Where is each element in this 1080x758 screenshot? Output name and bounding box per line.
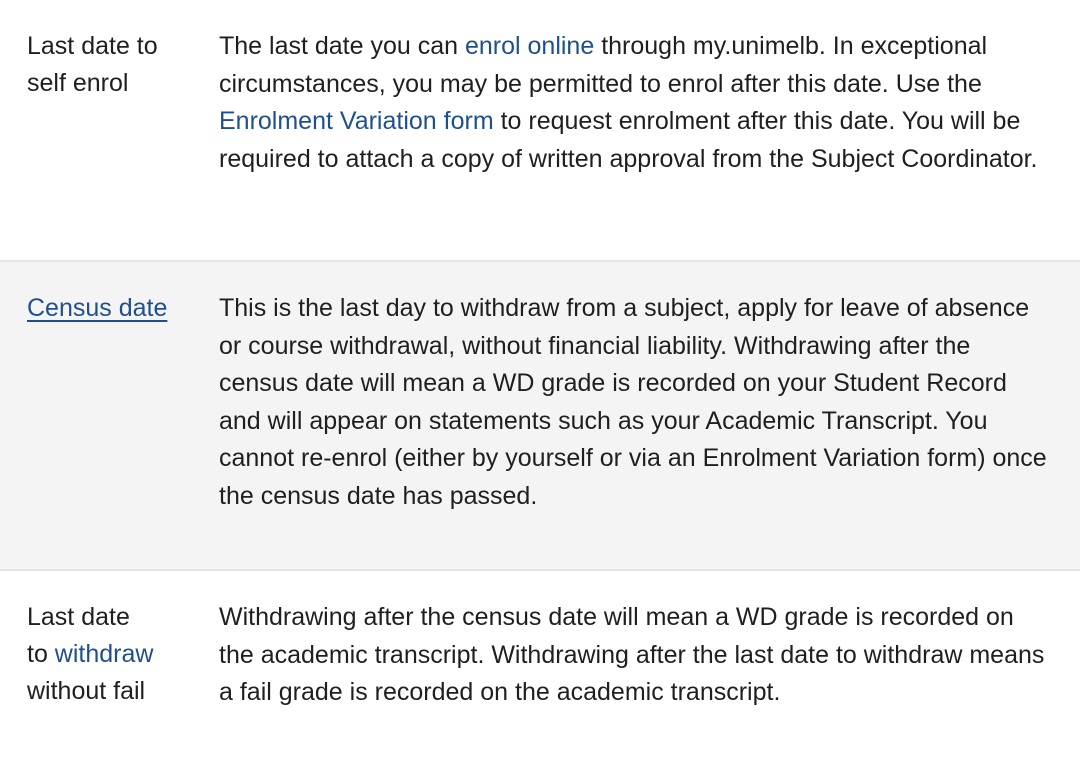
enrolment-variation-form-link[interactable]: Enrolment Variation form (219, 107, 494, 135)
table-row-census-date (0, 262, 1080, 571)
census-date-link[interactable]: Census date (27, 294, 168, 322)
term-cell (27, 290, 219, 569)
description-cell (219, 290, 1049, 569)
description-cell (219, 28, 1049, 260)
term-line: Last date to (27, 32, 158, 60)
term-cell (27, 28, 219, 260)
description-text: Withdrawing after the census date will mean a WD grade is recorded on the academic transcript. Withdrawing after the last date to withdraw means a fail grade is recorded on the academic transcript. (219, 603, 1045, 706)
withdraw-link[interactable]: withdraw (54, 640, 154, 668)
term-cell (27, 599, 219, 758)
description-text: to request enrolment after this date. You will be required to attach a copy of written approval from the Subject Coordinator. (219, 107, 1038, 173)
term-line: self enrol (27, 69, 129, 97)
term-line: Last date (27, 603, 130, 631)
term-prefix: to (27, 640, 55, 668)
description-text: The last date you can (219, 32, 465, 60)
description-cell (219, 599, 1049, 758)
term-line: without fail (27, 677, 146, 705)
enrol-online-link[interactable]: enrol online (464, 32, 595, 60)
table-row-withdraw (0, 571, 1080, 758)
description-text: This is the last day to withdraw from a subject, apply for leave of absence or course withdrawal, without financial liability. Withdrawing after the census date will mean a WD grade is recorded on your Student Record and will appear on statements such as your Academic Transcript. You cannot re-enrol (either by yourself or via an Enrolment Variation form) once the census date has passed. (219, 294, 1047, 510)
description-text: through my.unimelb. In exceptional circumstances, you may be permitted to enrol after this date. Use the (219, 32, 988, 98)
table-row-self-enrol (0, 0, 1080, 262)
